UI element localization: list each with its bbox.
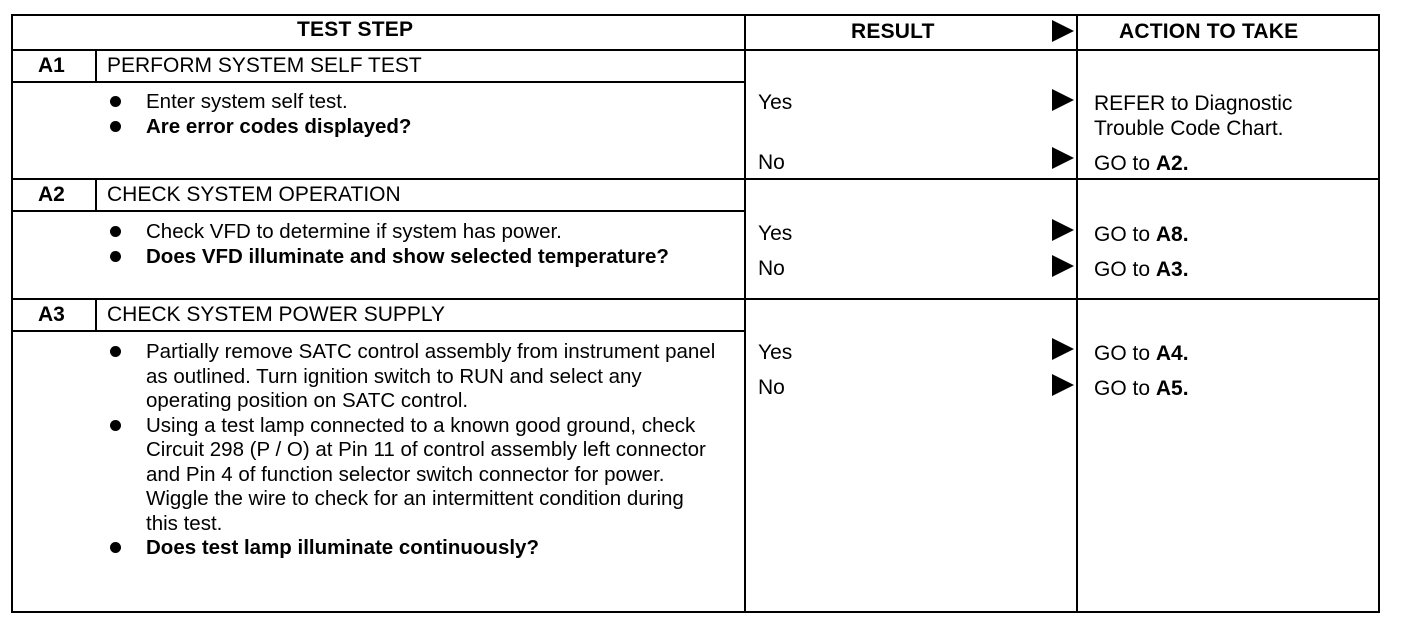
action-yes: GO to A4.: [1094, 342, 1189, 365]
header-result: RESULT: [851, 20, 935, 43]
triangle-right-icon: [1052, 219, 1074, 241]
triangle-right-icon: [1052, 255, 1074, 277]
step-title-underline: [11, 330, 746, 332]
instruction-item: Enter system self test.: [110, 90, 730, 115]
bullet-icon: [110, 226, 121, 237]
result-yes: Yes: [758, 222, 793, 245]
step-id: A2: [38, 183, 65, 206]
bullet-icon: [110, 542, 121, 553]
action-yes: GO to A8.: [1094, 223, 1189, 246]
bullet-icon: [110, 251, 121, 262]
step-title: CHECK SYSTEM POWER SUPPLY: [107, 303, 446, 326]
row-divider: [11, 178, 1378, 180]
instruction-item: Partially remove SATC control assembly from instrument panel as outlined. Turn ignition switch to RUN and select any operating position on SATC control.: [110, 340, 720, 414]
step-instructions: [110, 340, 720, 561]
instruction-item: Using a test lamp connected to a known good ground, check Circuit 298 (P / O) at Pin 11 of control assembly left connector and Pin 4 of function selector switch connector for power. Wiggle the wire to check for an intermittent condition during this test.: [110, 414, 720, 537]
row-divider: [11, 298, 1378, 300]
result-no: No: [758, 376, 785, 399]
triangle-right-icon: [1052, 374, 1074, 396]
action-no: GO to A5.: [1094, 377, 1189, 400]
action-no: GO to A3.: [1094, 258, 1189, 281]
header-divider: [11, 49, 1378, 51]
step-instructions: [110, 90, 730, 139]
step-instructions: [110, 220, 670, 269]
result-no: No: [758, 151, 785, 174]
bullet-icon: [110, 420, 121, 431]
step-id-divider: [95, 178, 97, 212]
instruction-question: Does VFD illuminate and show selected temperature?: [110, 245, 670, 270]
step-title-underline: [11, 210, 746, 212]
header-test-step: TEST STEP: [297, 18, 414, 41]
triangle-right-icon: [1052, 338, 1074, 360]
step-id-divider: [95, 49, 97, 83]
result-no: No: [758, 257, 785, 280]
bullet-icon: [110, 121, 121, 132]
bullet-icon: [110, 346, 121, 357]
triangle-right-icon: [1052, 89, 1074, 111]
triangle-right-icon: [1052, 147, 1074, 169]
step-title-underline: [11, 81, 746, 83]
result-yes: Yes: [758, 341, 793, 364]
step-id: A3: [38, 303, 65, 326]
action-no: GO to A2.: [1094, 152, 1189, 175]
action-yes: REFER to Diagnostic Trouble Code Chart.: [1094, 92, 1293, 140]
instruction-question: Are error codes displayed?: [110, 115, 730, 140]
instruction-question: Does test lamp illuminate continuously?: [110, 536, 720, 561]
action-column-divider: [1076, 14, 1078, 611]
result-column-divider: [744, 14, 746, 611]
step-id: A1: [38, 54, 65, 77]
step-title: PERFORM SYSTEM SELF TEST: [107, 54, 422, 77]
step-id-divider: [95, 298, 97, 332]
step-title: CHECK SYSTEM OPERATION: [107, 183, 401, 206]
header-action-to-take: ACTION TO TAKE: [1119, 20, 1299, 43]
result-yes: Yes: [758, 91, 793, 114]
instruction-item: Check VFD to determine if system has power.: [110, 220, 670, 245]
bullet-icon: [110, 96, 121, 107]
triangle-right-icon: [1052, 20, 1074, 42]
